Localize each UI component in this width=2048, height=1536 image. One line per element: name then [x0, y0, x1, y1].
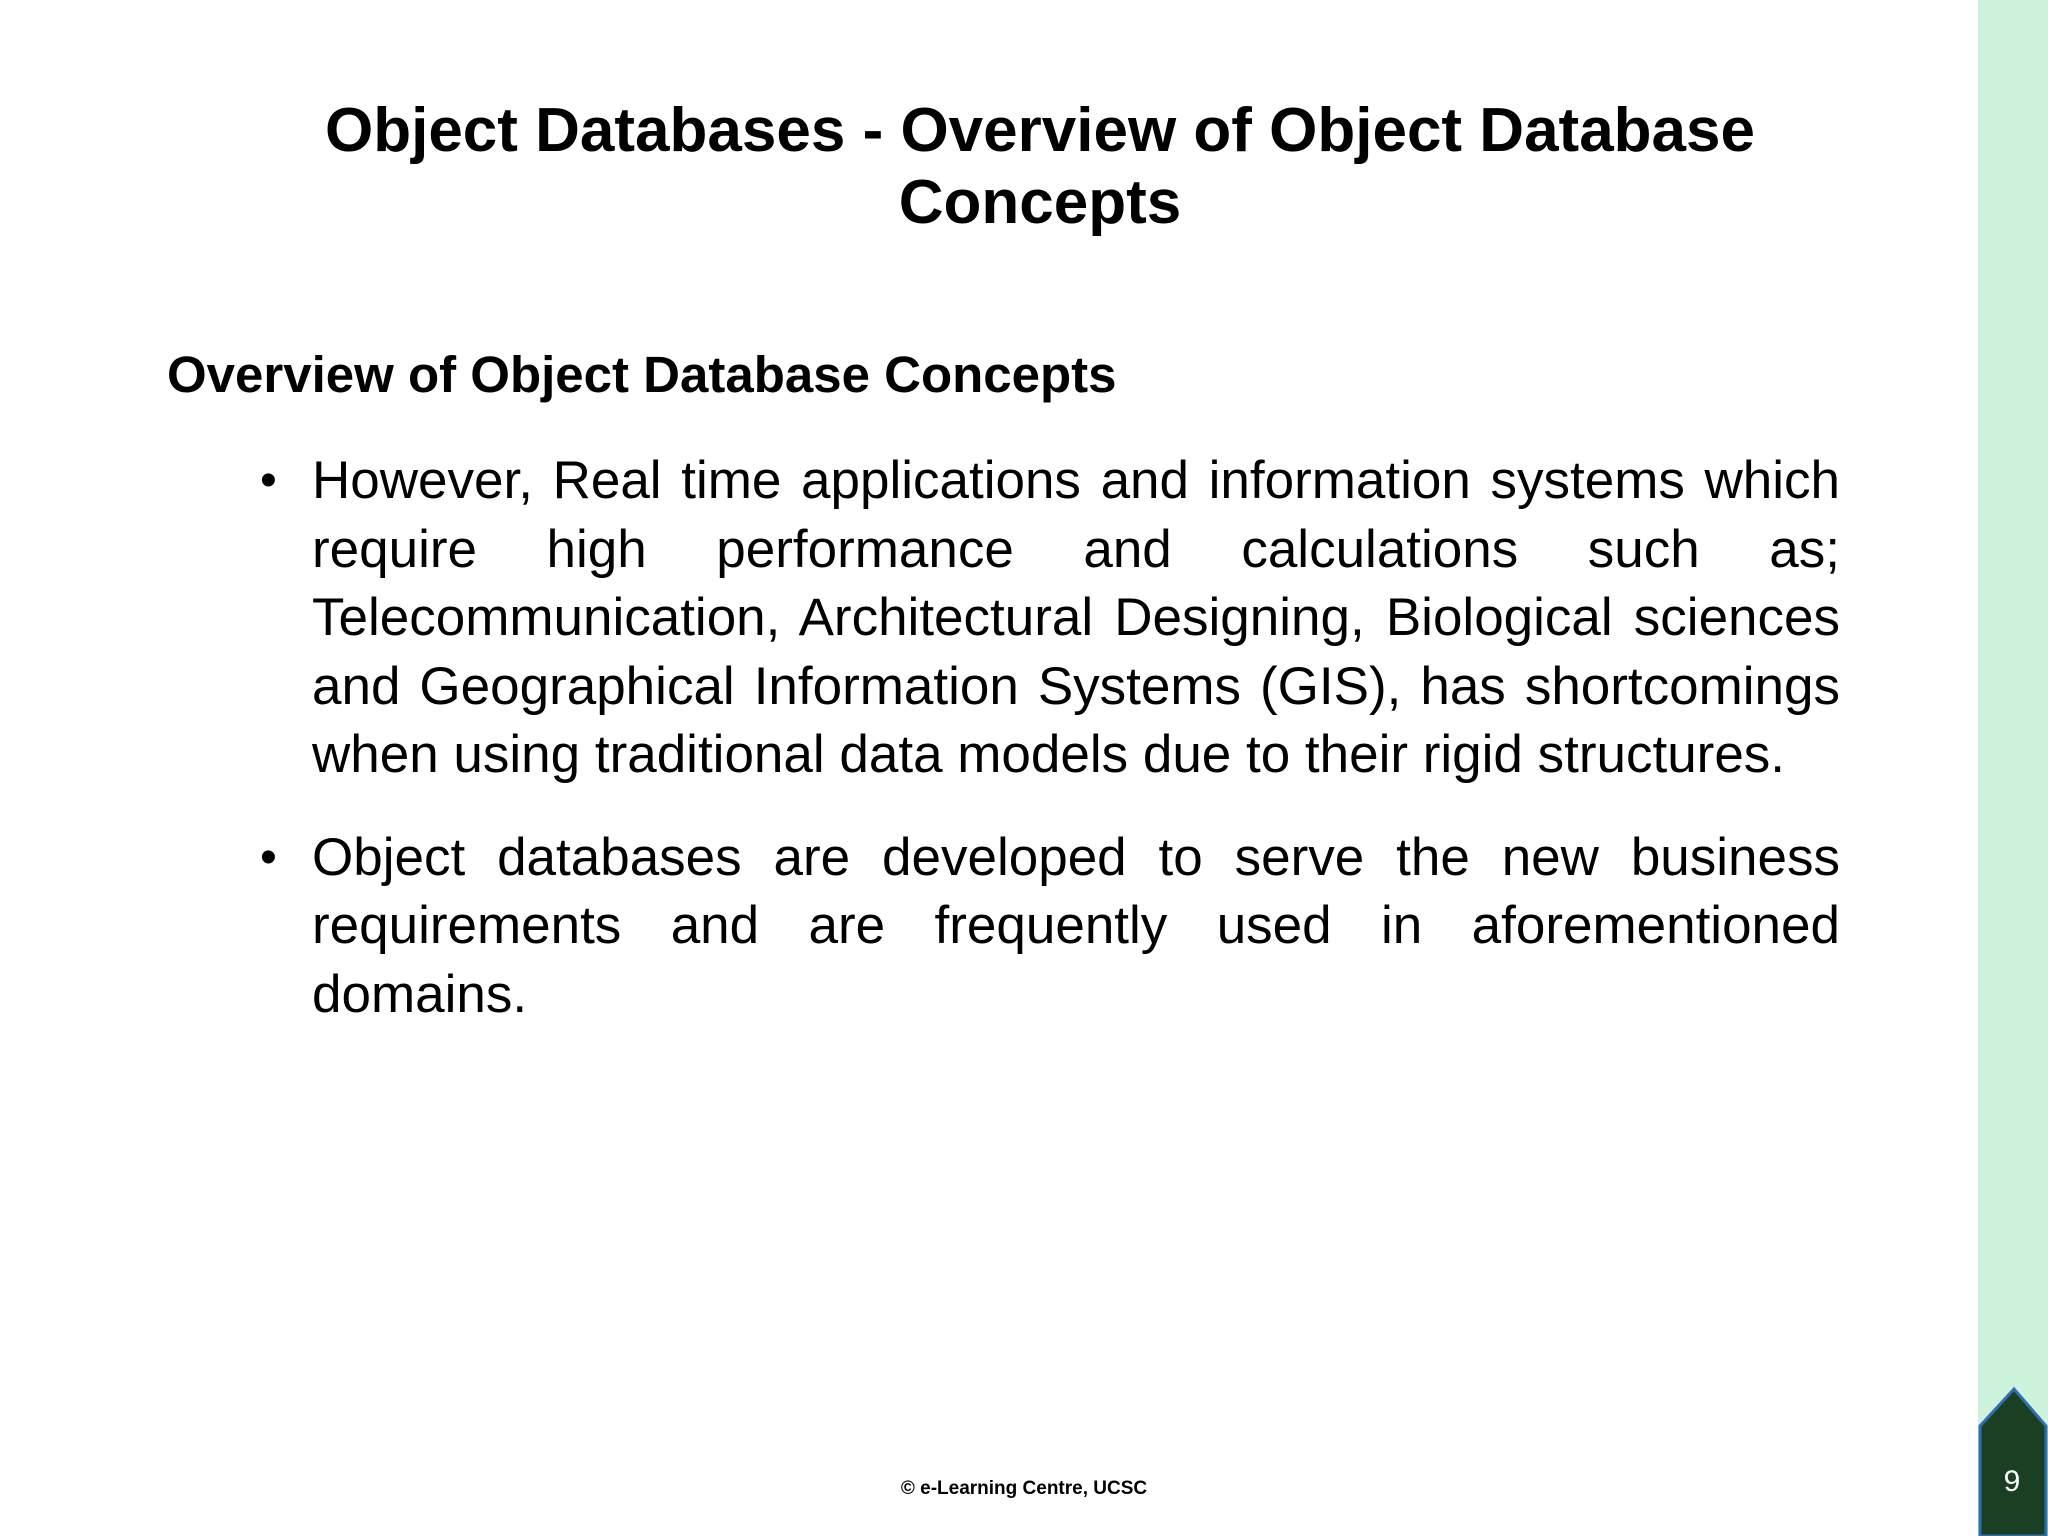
bullet-list [260, 447, 1840, 1063]
side-band [1978, 0, 2048, 1536]
page-number: 9 [2003, 1465, 2021, 1498]
slide-title: Object Databases - Overview of Object Database Concepts [325, 96, 1755, 237]
section-heading: Overview of Object Database Concepts [167, 346, 1117, 403]
bullet-item [260, 447, 1840, 790]
bullet-dot-icon: • [260, 454, 277, 507]
bullet-dot-icon: • [260, 830, 277, 884]
bullet-item [260, 824, 1840, 1030]
pentagon-shape-icon [1976, 1386, 2048, 1536]
page-number-badge [1976, 1386, 2048, 1536]
bullet-text: However, Real time applications and information systems which require high performance and calculations such as; Telecommunication, Architectural Designing, Biological sciences and Geographical Information Systems (GIS), has shortcomings when using traditional data models due to their rigid structures. [312, 451, 1840, 784]
bullet-text: Object databases are developed to serve the new business requirements and are frequently used in aforementioned domains. [312, 827, 1840, 1024]
footer-copyright: © e-Learning Centre, UCSC [900, 1478, 1148, 1499]
